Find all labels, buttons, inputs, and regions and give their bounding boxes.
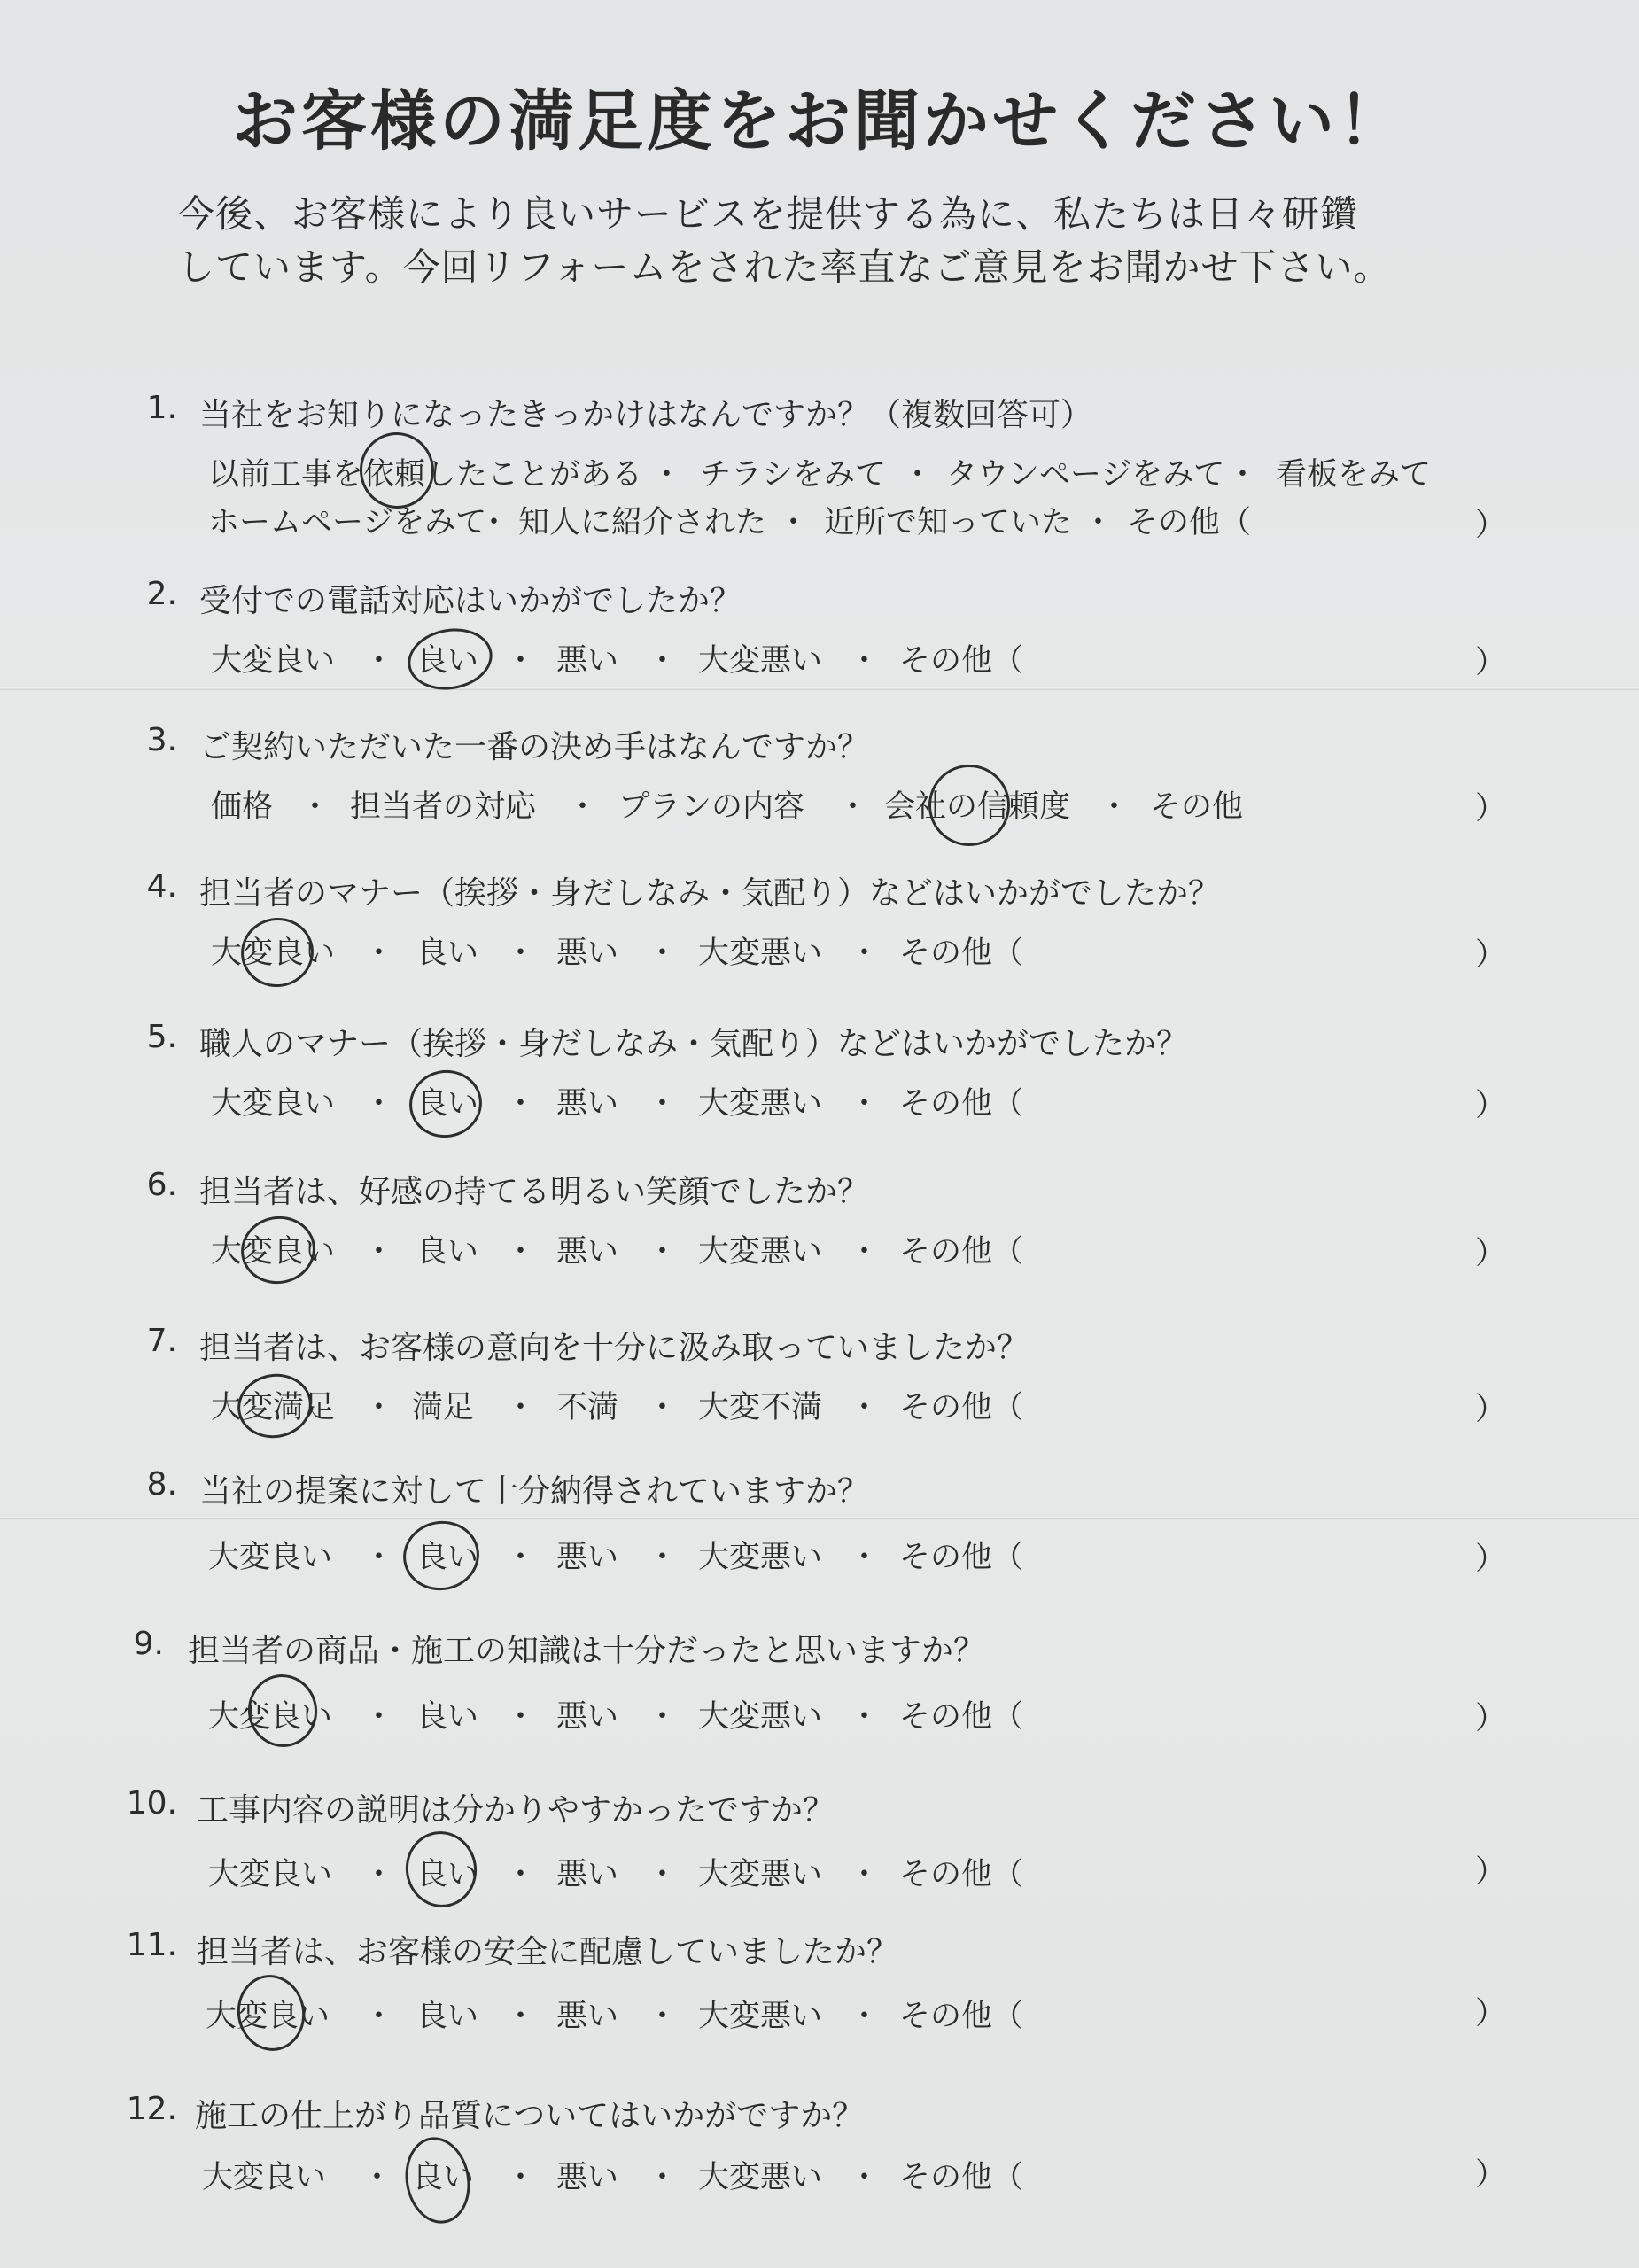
close-paren: ） — [1475, 1854, 1507, 1890]
option[interactable]: 悪い — [556, 2160, 619, 2195]
separator: ・ — [849, 1540, 881, 1575]
question-text: 担当者の商品・施工の知識は十分だったと思いますか？ — [188, 1633, 986, 1669]
option[interactable]: その他（ — [1127, 505, 1252, 540]
circle-mark — [404, 1064, 487, 1143]
separator: ・ — [647, 1234, 679, 1270]
option[interactable]: 価格 — [211, 789, 274, 825]
separator: ・ — [849, 643, 881, 679]
separator: ・ — [849, 2160, 881, 2195]
option[interactable]: 大変悪い — [698, 1234, 823, 1270]
option[interactable]: その他（ — [899, 2160, 1024, 2195]
option[interactable]: 知人に紹介された — [518, 505, 767, 540]
page-title: お客様の満足度をお聞かせください！ — [232, 83, 1407, 159]
question-number: 7. — [146, 1323, 177, 1359]
separator: ・ — [651, 457, 683, 493]
option[interactable]: その他（ — [899, 1999, 1024, 2034]
separator: ・ — [363, 1699, 395, 1735]
option[interactable]: 大変良い — [208, 1699, 333, 1735]
option[interactable]: 大変良い — [208, 1857, 333, 1892]
circle-mark — [922, 758, 1017, 853]
option[interactable]: 以前工事を依頼したことがある — [208, 457, 643, 493]
separator: ・ — [505, 1234, 537, 1270]
separator: ・ — [505, 1857, 537, 1892]
option[interactable]: 満足 — [412, 1390, 475, 1425]
separator: ・ — [647, 643, 679, 679]
option[interactable]: その他（ — [899, 1086, 1024, 1122]
question-text: 受付での電話対応はいかがでしたか？ — [199, 583, 742, 619]
question-text: 担当者は、お客様の意向を十分に汲み取っていましたか？ — [199, 1330, 1029, 1366]
option[interactable]: その他（ — [899, 936, 1024, 971]
option[interactable]: 良い — [416, 1699, 479, 1735]
option[interactable]: 悪い — [556, 1086, 619, 1122]
circle-mark — [403, 622, 497, 696]
close-paren: ） — [1475, 508, 1507, 543]
option[interactable]: ホームページをみて — [208, 505, 487, 540]
option[interactable]: 大変良い — [202, 2160, 327, 2195]
separator: ・ — [849, 936, 881, 971]
option[interactable]: 悪い — [556, 1234, 619, 1270]
separator: ・ — [505, 2160, 537, 2195]
option[interactable]: 大変悪い — [698, 936, 823, 971]
paper-fold — [0, 687, 1639, 690]
question-number: 12. — [126, 2091, 177, 2127]
option[interactable]: 良い — [416, 1857, 479, 1892]
close-paren: ） — [1475, 645, 1507, 680]
option[interactable]: 良い — [416, 1540, 479, 1575]
separator: ・ — [505, 643, 537, 679]
separator: ・ — [363, 643, 395, 679]
circle-mark — [236, 912, 319, 992]
separator: ・ — [647, 1390, 679, 1425]
close-paren: ） — [1475, 1996, 1507, 2031]
separator: ・ — [1099, 789, 1130, 825]
circle-mark — [232, 1368, 316, 1443]
question-number: 1. — [146, 390, 177, 426]
separator: ・ — [837, 789, 869, 825]
question-number: 6. — [146, 1167, 177, 1203]
option[interactable]: 悪い — [556, 1699, 619, 1735]
close-paren: ） — [1475, 1236, 1507, 1271]
option[interactable]: 大変良い — [208, 1540, 333, 1575]
separator: ・ — [363, 1540, 395, 1575]
close-paren: ） — [1475, 2157, 1507, 2193]
option[interactable]: 大変悪い — [698, 1540, 823, 1575]
circle-mark — [231, 1969, 311, 2056]
separator: ・ — [849, 1999, 881, 2034]
separator: ・ — [1083, 505, 1115, 540]
separator: ・ — [1227, 457, 1259, 493]
question-number: 2. — [146, 576, 177, 612]
option[interactable]: その他（ — [899, 1390, 1024, 1425]
separator: ・ — [902, 457, 934, 493]
option[interactable]: 大変良い — [206, 1999, 330, 2034]
close-paren: ） — [1475, 937, 1507, 973]
question-number: 11. — [126, 1927, 177, 1963]
option[interactable]: 悪い — [556, 1540, 619, 1575]
circle-mark — [398, 1515, 485, 1596]
option[interactable]: 良い — [416, 936, 479, 971]
separator: ・ — [505, 1699, 537, 1735]
separator: ・ — [363, 936, 395, 971]
separator: ・ — [363, 1086, 395, 1122]
separator: ・ — [505, 1086, 537, 1122]
option[interactable]: 良い — [416, 643, 479, 679]
separator: ・ — [505, 936, 537, 971]
circle-mark — [236, 1210, 321, 1289]
option[interactable]: チラシをみて — [700, 457, 887, 493]
separator: ・ — [299, 789, 331, 825]
question-text: 職人のマナー（挨拶・身だしなみ・気配り）などはいかがでしたか？ — [199, 1026, 1189, 1062]
option[interactable]: その他（ — [899, 1234, 1024, 1270]
option[interactable]: 悪い — [556, 1999, 619, 2034]
separator: ・ — [505, 1999, 537, 2034]
separator: ・ — [361, 2160, 393, 2195]
close-paren: ） — [1475, 791, 1507, 827]
option[interactable]: 大変悪い — [698, 1857, 823, 1892]
option[interactable]: その他（ — [899, 1699, 1024, 1735]
separator: ・ — [647, 2160, 679, 2195]
separator: ・ — [778, 505, 810, 540]
option[interactable]: 不満 — [556, 1390, 619, 1425]
question-text: ご契約いただいた一番の決め手はなんですか？ — [199, 729, 870, 765]
option[interactable]: その他（ — [899, 1857, 1024, 1892]
circle-mark — [242, 1669, 322, 1752]
separator: ・ — [505, 1540, 537, 1575]
question-text: 担当者は、好感の持てる明るい笑顔でしたか？ — [199, 1174, 870, 1210]
option[interactable]: 会社の信頼度 — [884, 789, 1071, 825]
option[interactable]: 良い — [416, 1086, 479, 1122]
option[interactable]: 大変悪い — [698, 2160, 823, 2195]
option[interactable]: プランの内容 — [618, 789, 805, 825]
option[interactable]: その他（ — [899, 643, 1024, 679]
option[interactable]: 大変良い — [211, 1086, 336, 1122]
question-text: 当社をお知りになったきっかけはなんですか？（複数回答可） — [199, 397, 1093, 433]
close-paren: ） — [1475, 1701, 1507, 1736]
question-number: 9. — [133, 1626, 164, 1662]
question-number: 3. — [146, 722, 177, 758]
separator: ・ — [647, 936, 679, 971]
separator: ・ — [478, 505, 510, 540]
question-number: 4. — [146, 868, 177, 905]
option[interactable]: 近所で知っていた — [824, 505, 1073, 540]
circle-mark — [399, 2132, 477, 2228]
option[interactable]: 大変悪い — [698, 1699, 823, 1735]
separator: ・ — [505, 1390, 537, 1425]
option[interactable]: 良い — [416, 1234, 479, 1270]
option[interactable]: 悪い — [556, 1857, 619, 1892]
close-paren: ） — [1475, 1392, 1507, 1427]
option[interactable]: 大変良い — [211, 936, 336, 971]
intro-line: しています。今回リフォームをされた率直なご意見をお聞かせ下さい。 — [177, 245, 1392, 289]
option[interactable]: 大変悪い — [698, 643, 823, 679]
option[interactable]: その他 — [1150, 789, 1244, 825]
separator: ・ — [647, 1999, 679, 2034]
option[interactable]: 担当者の対応 — [350, 789, 537, 825]
question-text: 施工の仕上がり品質についてはいかがですか？ — [195, 2098, 865, 2134]
separator: ・ — [849, 1086, 881, 1122]
option[interactable]: 大変良い — [211, 643, 336, 679]
separator: ・ — [363, 1999, 395, 2034]
question-text: 工事内容の説明は分かりやすかったですか？ — [197, 1792, 835, 1829]
separator: ・ — [647, 1857, 679, 1892]
intro-text — [177, 188, 1506, 294]
option[interactable]: 大変良い — [211, 1234, 336, 1270]
option[interactable]: 大変悪い — [698, 1086, 823, 1122]
separator: ・ — [363, 1390, 395, 1425]
separator: ・ — [647, 1086, 679, 1122]
question-number: 5. — [146, 1019, 177, 1055]
option[interactable]: 大変不満 — [698, 1390, 823, 1425]
separator: ・ — [363, 1857, 395, 1892]
separator: ・ — [849, 1234, 881, 1270]
close-paren: ） — [1475, 1542, 1507, 1577]
separator: ・ — [647, 1699, 679, 1735]
option[interactable]: 良い — [412, 2160, 475, 2195]
option[interactable]: タウンページをみて — [946, 457, 1225, 493]
question-number: 10. — [126, 1785, 177, 1821]
separator: ・ — [849, 1390, 881, 1425]
circle-mark — [400, 1826, 483, 1914]
question-text: 担当者は、お客様の安全に配慮していましたか？ — [197, 1934, 899, 1970]
option[interactable]: 悪い — [556, 936, 619, 971]
question-text: 当社の提案に対して十分納得されていますか？ — [199, 1473, 870, 1510]
question-text: 担当者のマナー（挨拶・身だしなみ・気配り）などはいかがでしたか？ — [199, 875, 1221, 912]
option[interactable]: その他（ — [899, 1540, 1024, 1575]
paper-fold — [0, 1517, 1639, 1519]
option[interactable]: 看板をみて — [1276, 457, 1432, 493]
intro-line: 今後、お客様により良いサービスを提供する為に、私たちは日々研鑽 — [177, 192, 1359, 236]
separator: ・ — [363, 1234, 395, 1270]
option[interactable]: 大変悪い — [698, 1999, 823, 2034]
question-number: 8. — [146, 1466, 177, 1503]
option[interactable]: 悪い — [556, 643, 619, 679]
separator: ・ — [849, 1857, 881, 1892]
separator: ・ — [647, 1540, 679, 1575]
separator: ・ — [849, 1699, 881, 1735]
option[interactable]: 大変満足 — [211, 1390, 336, 1425]
separator: ・ — [567, 789, 599, 825]
option[interactable]: 良い — [416, 1999, 479, 2034]
close-paren: ） — [1475, 1088, 1507, 1123]
